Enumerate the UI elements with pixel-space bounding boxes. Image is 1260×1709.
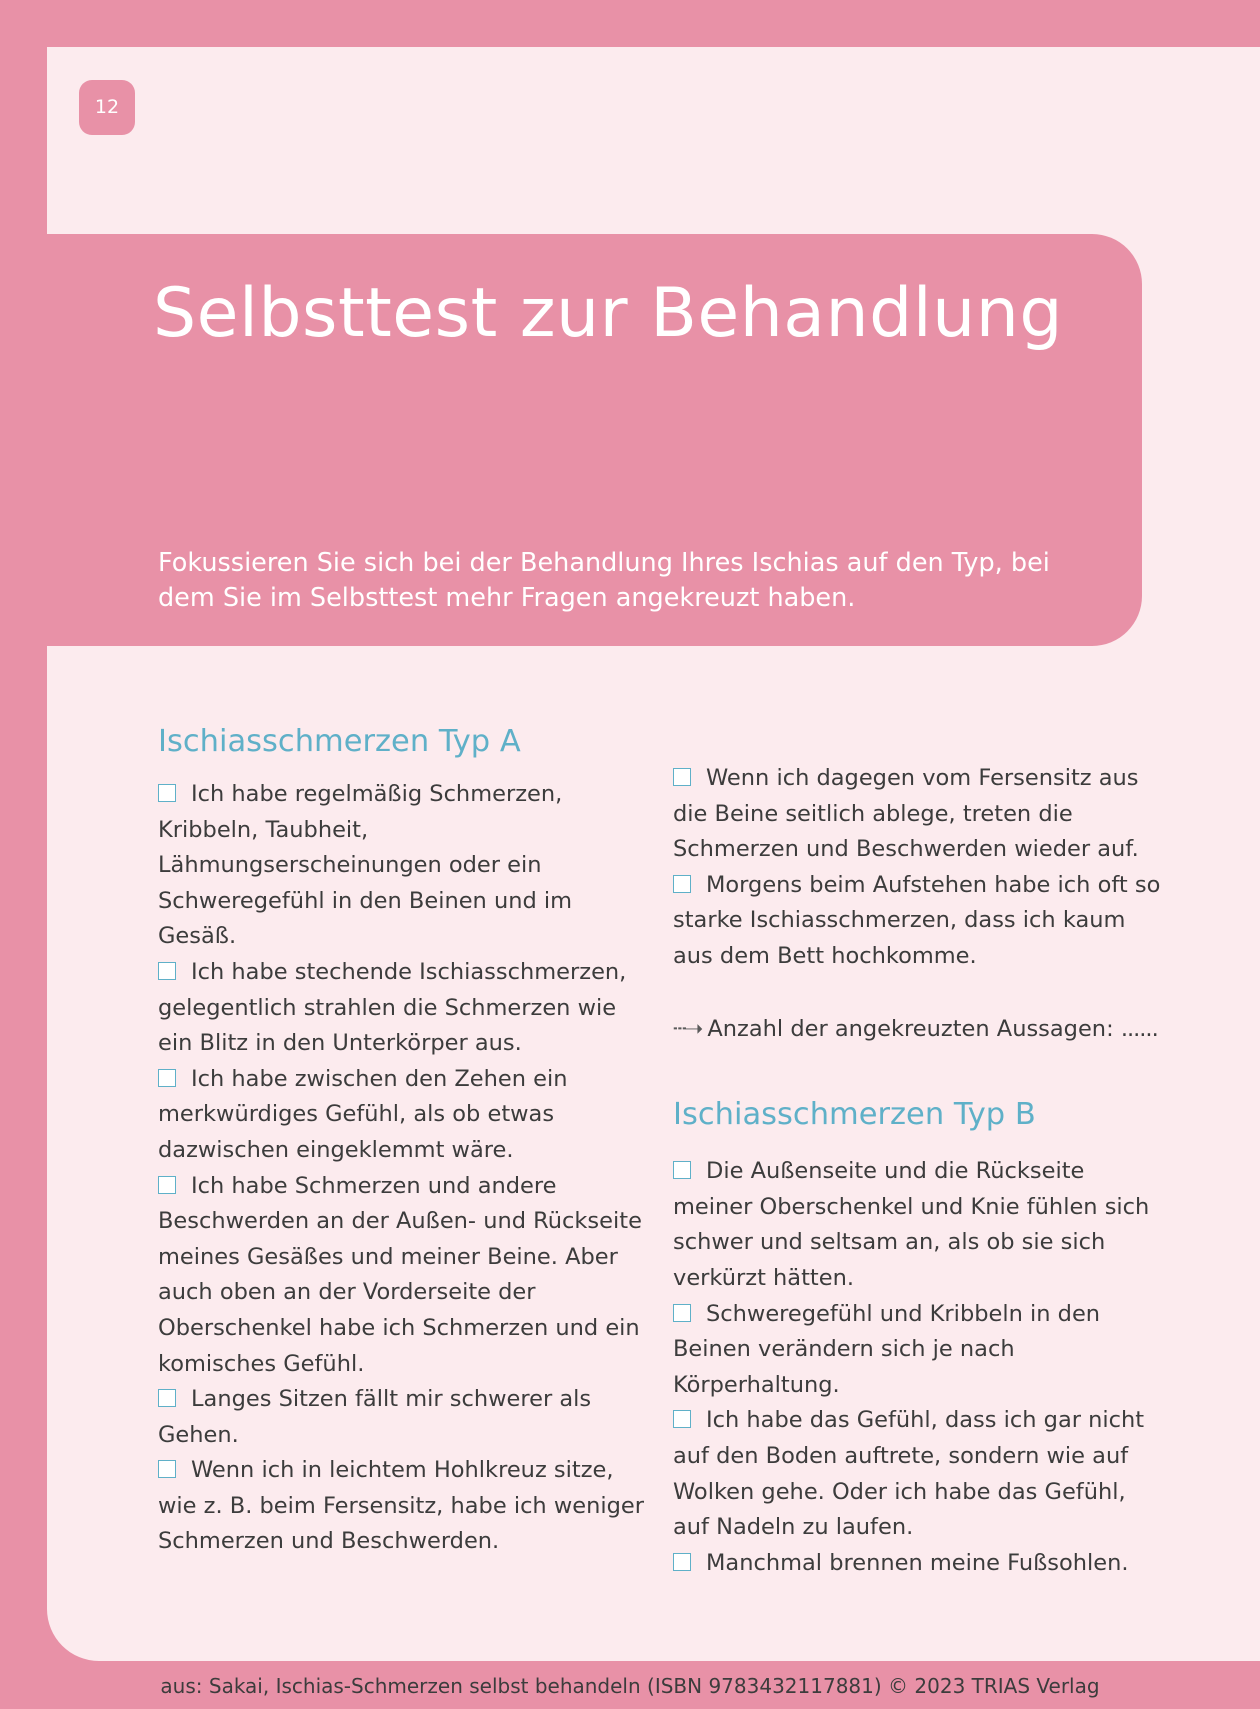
checkbox[interactable]	[158, 784, 176, 802]
intro-text: Fokussieren Sie sich bei der Behandlung Ihres Ischias auf den Typ, bei dem Sie im Selbsttest mehr Fragen angekreuzt haben.	[158, 548, 1050, 613]
checklist-item	[158, 1453, 648, 1560]
checkbox[interactable]	[673, 768, 691, 786]
checklist-item	[673, 1403, 1163, 1545]
checkbox[interactable]	[673, 1304, 691, 1322]
page-number: 12	[79, 80, 135, 135]
checklist-item	[158, 955, 648, 1062]
count-label: Anzahl der angekreuzten Aussagen:	[707, 1015, 1114, 1042]
count-line	[673, 1012, 1163, 1048]
checklist-item	[673, 761, 1163, 868]
checklist-item-text: Ich habe zwischen den Zehen ein merkwürdiges Gefühl, als ob etwas dazwischen eingeklemmt wäre.	[158, 1065, 568, 1163]
checkbox[interactable]	[158, 962, 176, 980]
checkbox[interactable]	[158, 1460, 176, 1478]
checklist-item	[158, 777, 648, 955]
checklist-item-text: Morgens beim Aufstehen habe ich oft so starke Ischiasschmerzen, dass ich kaum aus dem Bett hochkomme.	[673, 871, 1161, 969]
type-a-heading: Ischiasschmerzen Typ A	[158, 724, 521, 759]
checklist-item-text: Ich habe regelmäßig Schmerzen, Kribbeln, Taubheit, Lähmungserscheinungen oder ein Schweregefühl in den Beinen und im Gesäß.	[158, 781, 573, 950]
checklist-item-text: Ich habe Schmerzen und andere Beschwerden an der Außen- und Rückseite meines Gesäßes und meiner Beine. Aber auch oben an der Vorderseite der Oberschenkel habe ich Schmerzen und ein komisches Gefühl.	[158, 1172, 642, 1377]
title-banner	[47, 234, 1142, 646]
checklist-item	[158, 1062, 648, 1169]
source-footer: aus: Sakai, Ischias-Schmerzen selbst behandeln (ISBN 9783432117881) © 2023 TRIAS Verlag	[160, 1674, 1100, 1698]
page-title: Selbsttest zur Behandlung	[153, 274, 1063, 353]
checkbox[interactable]	[673, 1410, 691, 1428]
checkbox[interactable]	[158, 1176, 176, 1194]
checkbox[interactable]	[673, 875, 691, 893]
type-a-checklist	[158, 777, 648, 1560]
type-b-heading: Ischiasschmerzen Typ B	[673, 1097, 1036, 1133]
checkbox[interactable]	[158, 1389, 176, 1407]
type-a-column	[158, 724, 648, 1560]
dotted-arrow-icon: ┄➝	[673, 1015, 702, 1042]
checklist-item	[673, 1154, 1163, 1296]
checklist-item-text: Wenn ich in leichtem Hohlkreuz sitze, wie z. B. beim Fersensitz, habe ich weniger Schmerzen und Beschwerden.	[158, 1457, 644, 1555]
checklist-item	[673, 1546, 1163, 1582]
checklist-item	[673, 1297, 1163, 1404]
checklist-item-text: Ich habe stechende Ischiasschmerzen, gelegentlich strahlen die Schmerzen wie ein Blitz in den Unterkörper aus.	[158, 958, 627, 1057]
checklist-item-text: Die Außenseite und die Rückseite meiner Oberschenkel und Knie fühlen sich schwer und seltsam an, als ob sie sich verkürzt hätten.	[673, 1158, 1150, 1291]
checklist-item-text: Schweregefühl und Kribbeln in den Beinen verändern sich je nach Körperhaltung.	[673, 1300, 1101, 1398]
checklist-item	[158, 1382, 648, 1453]
right-column	[673, 761, 1163, 1581]
checklist-item	[158, 1169, 648, 1383]
checklist-item	[673, 868, 1163, 975]
checklist-item-text: Ich habe das Gefühl, dass ich gar nicht auf den Boden auftrete, sondern wie auf Wolken gehe. Oder ich habe das Gefühl, auf Nadeln zu laufen.	[673, 1407, 1145, 1541]
checkbox[interactable]	[158, 1069, 176, 1087]
type-b-checklist	[673, 1154, 1163, 1581]
checklist-item-text: Langes Sitzen fällt mir schwerer als Gehen.	[158, 1386, 592, 1448]
checkbox[interactable]	[673, 1553, 691, 1571]
checkbox[interactable]	[673, 1161, 691, 1179]
count-blank[interactable]: ......	[1120, 1015, 1158, 1042]
type-a-checklist-continued	[673, 761, 1163, 975]
checklist-item-text: Wenn ich dagegen vom Fersensitz aus die Beine seitlich ablege, treten die Schmerzen und Beschwerden wieder auf.	[673, 765, 1139, 863]
checklist-item-text: Manchmal brennen meine Fußsohlen.	[706, 1549, 1129, 1576]
